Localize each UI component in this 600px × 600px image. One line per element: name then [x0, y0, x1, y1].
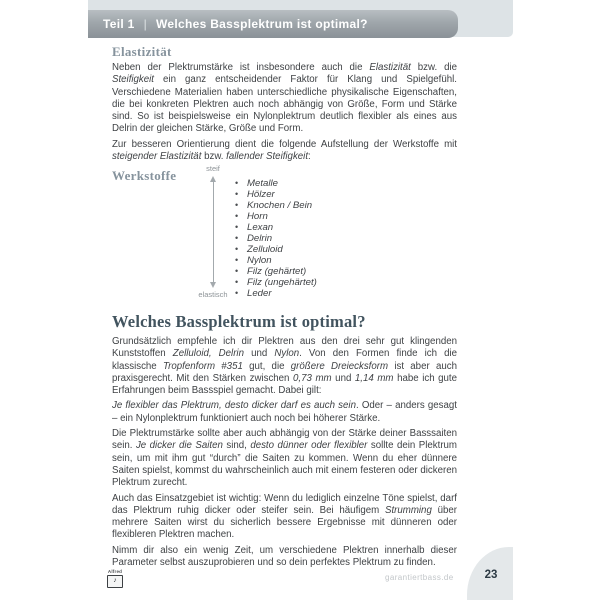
emphasized-text: Zelluloid, Delrin [172, 348, 244, 360]
elastic-label: elastisch [198, 290, 228, 299]
double-arrow-icon [209, 176, 217, 288]
banner-divider: | [143, 17, 148, 31]
emphasized-text: fallender Steifigkeit [226, 151, 309, 163]
text-run: Auch das Einsatzgebiet ist wichtig: Wenn du lediglich einzelne Töne spielst, darf das Plektrum ruhig dicker oder steifer sein. Bei häufigem [112, 492, 457, 516]
banner-chapter-title: Welches Bassplektrum ist optimal? [156, 17, 368, 31]
emphasized-text: Elastizität [369, 62, 411, 73]
emphasized-text: 1,14 mm [354, 372, 394, 384]
material-item: • Zelluloid [234, 244, 317, 255]
text-run: . Oder – anders gesagt – ein Nylonplektrum funktioniert auch noch bei höherer Stärke. [112, 400, 457, 424]
stiffness-scale-diagram [198, 165, 317, 299]
text-run: sollte dein Plektrum sein, um mit ihm gut “durch” die Saiten zu kommen. Wenn du eher dünnere Saiten spielst, kommst du wahrscheinlich auch mit einem festeren oder dickeren Plektrum zurecht. [112, 440, 458, 489]
chapter-part-label: Teil 1 [103, 17, 135, 31]
publisher-logo-icon: ♪ [107, 575, 123, 588]
publisher-logo [106, 569, 124, 588]
section-optimal-plektrum [112, 312, 457, 569]
material-item: • Filz (gehärtet) [234, 266, 317, 277]
arrow-down-icon [210, 282, 216, 288]
material-item: • Metalle [234, 178, 317, 189]
text-run: über mehrere Saiten wirst du sicherlich bessere Ergebnisse mit dünneren oder flexibleren Plektren machen. [112, 504, 457, 541]
emphasized-text: Nylon [274, 348, 300, 360]
subsection-heading-werkstoffe: Werkstoffe [112, 168, 177, 184]
text-run: habe ich gute Erfahrungen beim Bassspiel gemacht. Dabei gilt: [112, 372, 458, 397]
text-run: bzw. [201, 151, 227, 163]
text-run: ist aber auch praxisgerecht. Mit den Stärken zwischen [112, 360, 457, 384]
stiffness-arrow [198, 165, 228, 299]
material-item: • Lexan [234, 222, 317, 233]
emphasized-text: größere Dreiecksform [290, 360, 389, 372]
text-run: Zur besseren Orientierung dient die folgende Aufstellung der Werkstoffe mit [112, 138, 457, 150]
paragraph [112, 493, 457, 542]
website-text: garantiertbass.de [385, 573, 454, 582]
text-run: und [331, 372, 355, 384]
text-run: Grundsätzlich empfehle ich dir Plektren aus den drei sehr gut klingenden Kunststoffen [112, 336, 457, 360]
material-item: • Nylon [234, 255, 317, 266]
emphasized-text: Je flexibler das Plektrum, desto dicker darf es auch sein [112, 400, 356, 412]
text-run: Nimm dir also ein wenig Zeit, um verschiedene Plektren innerhalb dieser Parameter selbst auszuprobieren und so dein perfektes Plektrum zu finden. [112, 544, 457, 569]
stiff-label: steif [206, 164, 220, 173]
text-run: : [308, 151, 311, 163]
text-run: sind, [222, 440, 251, 452]
material-item: • Delrin [234, 233, 317, 244]
text-run: bzw. die [410, 62, 457, 73]
text-run: Neben der Plektrumstärke ist insbesondere auch die [112, 62, 370, 73]
publisher-logo-wordmark: Alfred [107, 569, 123, 574]
paragraph [112, 400, 457, 425]
page-title: Welches Bassplektrum ist optimal? [112, 312, 366, 331]
text-run: und [243, 348, 275, 360]
text-run: ein ganz entscheidender Faktor für Klang und Spielgefühl. Verschiedene Materialien haben unterschiedliche physikalische Eigenschaften, die bei konkreten Plektren auch noch abhängig von Größe, Form und Stärke sind. So ist beispielsweise ein Nylonplektrum deutlich flexibler als eines aus Delrin der gleichen Stärke, Größe und Form. [112, 74, 457, 135]
emphasized-text: 0,73 mm [293, 372, 332, 384]
material-item: • Leder [234, 288, 317, 299]
material-item: • Horn [234, 211, 317, 222]
section-heading-elastizitaet: Elastizität [112, 44, 172, 59]
paragraph [112, 139, 457, 164]
materials-list [234, 178, 317, 299]
material-item: • Hölzer [234, 189, 317, 200]
material-item: • Filz (ungehärtet) [234, 277, 317, 288]
page-number: 23 [484, 569, 498, 581]
emphasized-text: Steifigkeit [112, 74, 154, 86]
paragraph [112, 545, 457, 570]
paragraph [112, 62, 457, 136]
text-run: . Von den Formen finde ich die klassische [112, 348, 458, 372]
emphasized-text: Je dicker die Saiten [135, 440, 223, 452]
emphasized-text: desto dünner oder flexibler [250, 440, 368, 452]
arrow-line [213, 181, 214, 283]
material-item: • Knochen / Bein [234, 200, 317, 211]
paragraph [112, 336, 457, 397]
emphasized-text: Strumming [385, 504, 432, 516]
emphasized-text: steigender Elastizität [112, 151, 202, 163]
text-run: Die Plektrumstärke sollte aber auch abhängig von der Stärke deiner Basssaiten sein. [112, 428, 457, 452]
emphasized-text: Tropfenform #351 [162, 360, 243, 372]
paragraph [112, 428, 457, 489]
chapter-banner [88, 10, 458, 38]
section-elastizitaet [112, 44, 457, 183]
text-run: gut, die [242, 360, 291, 372]
